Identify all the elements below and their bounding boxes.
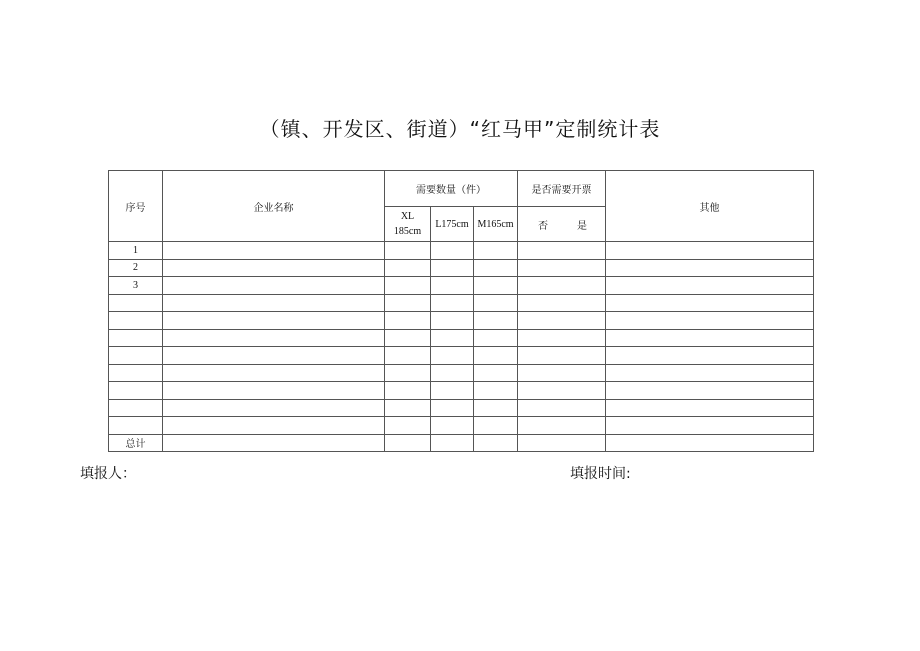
fill-time-label: 填报时间: — [570, 466, 631, 482]
row-cell-xl[interactable] — [385, 382, 431, 400]
row-cell-invoice[interactable] — [518, 312, 606, 330]
row-cell-xl[interactable] — [385, 312, 431, 330]
row-cell-invoice[interactable] — [518, 259, 606, 277]
invoice-no-label: 否 — [538, 220, 549, 232]
row-cell-l[interactable] — [431, 312, 474, 330]
row-seq — [109, 347, 163, 365]
table-row — [109, 242, 814, 260]
table-row — [109, 382, 814, 400]
row-seq — [109, 399, 163, 417]
row-cell-other[interactable] — [606, 399, 814, 417]
header-row-1 — [109, 171, 814, 207]
row-cell-m[interactable] — [474, 242, 518, 260]
row-seq — [109, 312, 163, 330]
statistics-table — [108, 170, 814, 452]
row-cell-company[interactable] — [163, 329, 385, 347]
row-cell-company[interactable] — [163, 259, 385, 277]
row-cell-xl[interactable] — [385, 399, 431, 417]
row-cell-company[interactable] — [163, 364, 385, 382]
header-size-l: L175cm — [431, 207, 474, 242]
row-cell-company[interactable] — [163, 382, 385, 400]
row-cell-invoice[interactable] — [518, 347, 606, 365]
row-seq: 3 — [109, 277, 163, 295]
row-cell-company[interactable] — [163, 312, 385, 330]
row-cell-m[interactable] — [474, 312, 518, 330]
row-seq — [109, 382, 163, 400]
row-seq — [109, 417, 163, 435]
row-cell-l[interactable] — [431, 259, 474, 277]
row-cell-company[interactable] — [163, 347, 385, 365]
row-cell-l[interactable] — [431, 382, 474, 400]
table-row — [109, 312, 814, 330]
size-xl-label: XL — [400, 211, 415, 222]
total-cell-invoice[interactable] — [518, 434, 606, 452]
row-cell-invoice[interactable] — [518, 382, 606, 400]
table-row — [109, 259, 814, 277]
header-invoice-options — [518, 207, 606, 242]
row-cell-invoice[interactable] — [518, 364, 606, 382]
row-cell-xl[interactable] — [385, 347, 431, 365]
row-cell-l[interactable] — [431, 277, 474, 295]
total-cell-xl[interactable] — [385, 434, 431, 452]
filler-label: 填报人： — [80, 466, 136, 482]
table-row — [109, 347, 814, 365]
row-cell-other[interactable] — [606, 312, 814, 330]
total-row — [109, 434, 814, 452]
row-cell-invoice[interactable] — [518, 242, 606, 260]
row-cell-xl[interactable] — [385, 242, 431, 260]
header-size-m: M165cm — [474, 207, 518, 242]
row-cell-m[interactable] — [474, 347, 518, 365]
row-cell-xl[interactable] — [385, 277, 431, 295]
row-cell-l[interactable] — [431, 347, 474, 365]
row-cell-xl[interactable] — [385, 364, 431, 382]
header-company-name: 企业名称 — [163, 171, 385, 242]
row-cell-xl[interactable] — [385, 259, 431, 277]
data-rows — [109, 242, 814, 435]
row-cell-other[interactable] — [606, 417, 814, 435]
row-cell-m[interactable] — [474, 417, 518, 435]
table-row — [109, 329, 814, 347]
row-seq: 2 — [109, 259, 163, 277]
total-cell-l[interactable] — [431, 434, 474, 452]
row-cell-xl[interactable] — [385, 329, 431, 347]
total-cell-company[interactable] — [163, 434, 385, 452]
row-seq — [109, 329, 163, 347]
row-cell-m[interactable] — [474, 259, 518, 277]
row-cell-m[interactable] — [474, 382, 518, 400]
row-cell-other[interactable] — [606, 382, 814, 400]
form-title: （镇、开发区、街道）“红马甲”定制统计表 — [259, 117, 661, 141]
row-cell-other[interactable] — [606, 277, 814, 295]
header-other: 其他 — [606, 171, 814, 242]
row-cell-m[interactable] — [474, 294, 518, 312]
row-cell-l[interactable] — [431, 399, 474, 417]
row-cell-l[interactable] — [431, 329, 474, 347]
row-cell-xl[interactable] — [385, 417, 431, 435]
row-cell-invoice[interactable] — [518, 399, 606, 417]
row-cell-m[interactable] — [474, 364, 518, 382]
row-cell-other[interactable] — [606, 364, 814, 382]
row-cell-company[interactable] — [163, 277, 385, 295]
header-invoice-needed: 是否需要开票 — [518, 171, 606, 207]
invoice-yes-label: 是 — [577, 220, 588, 232]
header-seq: 序号 — [109, 171, 163, 242]
row-cell-company[interactable] — [163, 417, 385, 435]
table-row — [109, 364, 814, 382]
row-seq — [109, 294, 163, 312]
size-xl-height: 185cm — [393, 226, 422, 237]
row-cell-m[interactable] — [474, 399, 518, 417]
header-quantity-needed: 需要数量（件） — [385, 171, 518, 207]
header-size-xl — [385, 207, 431, 242]
row-cell-other[interactable] — [606, 329, 814, 347]
row-cell-m[interactable] — [474, 329, 518, 347]
row-seq — [109, 364, 163, 382]
row-cell-other[interactable] — [606, 259, 814, 277]
row-cell-other[interactable] — [606, 242, 814, 260]
table-row — [109, 277, 814, 295]
row-cell-l[interactable] — [431, 242, 474, 260]
row-cell-l[interactable] — [431, 294, 474, 312]
row-cell-company[interactable] — [163, 399, 385, 417]
row-cell-invoice[interactable] — [518, 329, 606, 347]
row-cell-invoice[interactable] — [518, 277, 606, 295]
row-cell-m[interactable] — [474, 277, 518, 295]
row-cell-invoice[interactable] — [518, 294, 606, 312]
table-row — [109, 417, 814, 435]
row-cell-l[interactable] — [431, 364, 474, 382]
row-cell-company[interactable] — [163, 242, 385, 260]
row-cell-xl[interactable] — [385, 294, 431, 312]
table-row — [109, 294, 814, 312]
row-cell-l[interactable] — [431, 417, 474, 435]
row-cell-company[interactable] — [163, 294, 385, 312]
total-label: 总计 — [109, 434, 163, 452]
row-cell-invoice[interactable] — [518, 417, 606, 435]
total-cell-other[interactable] — [606, 434, 814, 452]
row-seq: 1 — [109, 242, 163, 260]
table-row — [109, 399, 814, 417]
row-cell-other[interactable] — [606, 347, 814, 365]
row-cell-other[interactable] — [606, 294, 814, 312]
total-cell-m[interactable] — [474, 434, 518, 452]
